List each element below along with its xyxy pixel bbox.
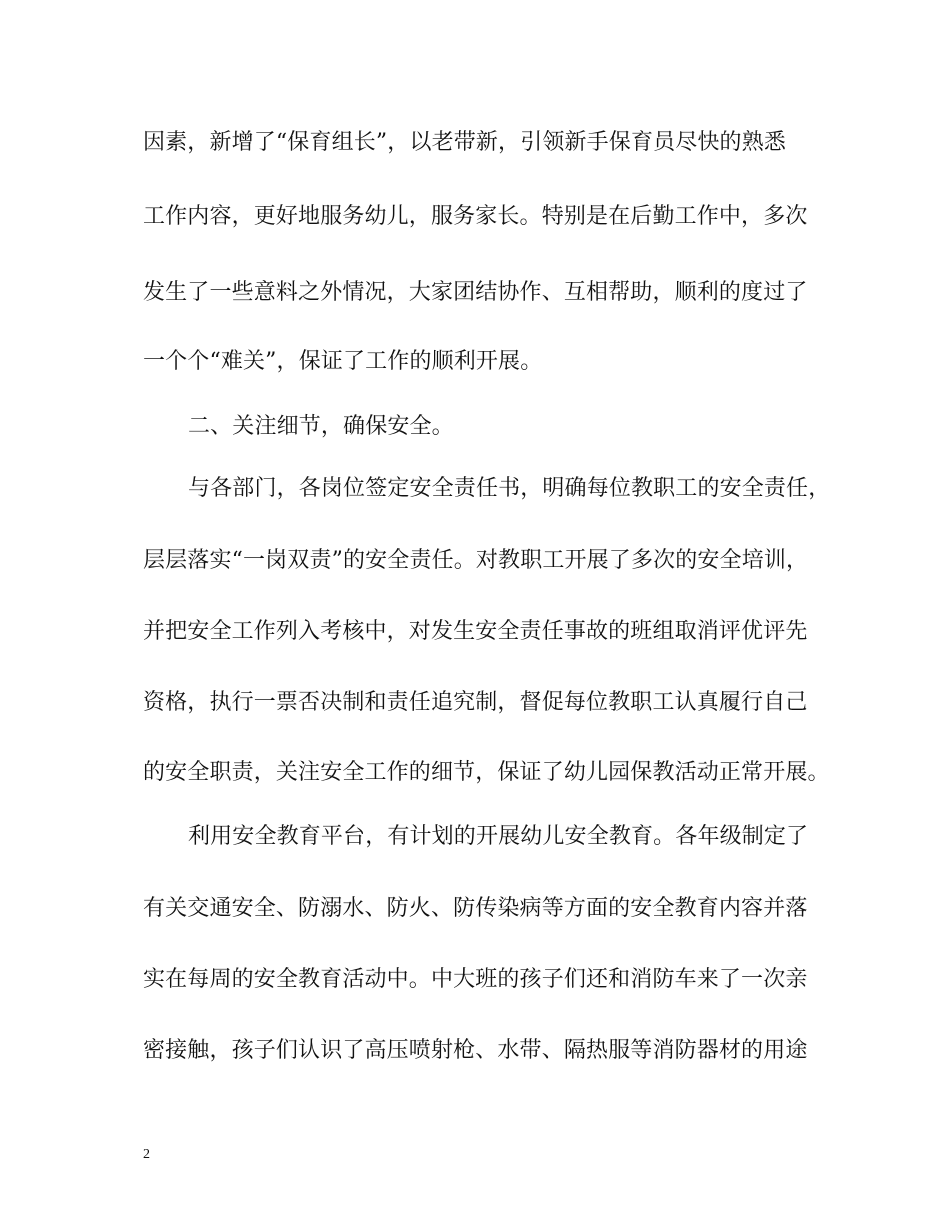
paragraph-line: 工作内容，更好地服务幼儿，服务家长。特别是在后勤工作中，多次 bbox=[143, 204, 808, 229]
paragraph-line: 有关交通安全、防溺水、防火、防传染病等方面的安全教育内容并落 bbox=[143, 896, 808, 921]
paragraph-line: 并把安全工作列入考核中，对发生安全责任事故的班组取消评优评先 bbox=[143, 619, 808, 644]
paragraph-line: 资格，执行一票否决制和责任追究制，督促每位教职工认真履行自己 bbox=[143, 690, 808, 715]
paragraph-line: 与各部门，各岗位签定安全责任书，明确每位教职工的安全责任， bbox=[188, 476, 831, 501]
paragraph-line: 密接触，孩子们认识了高压喷射枪、水带、隔热服等消防器材的用途 bbox=[143, 1038, 808, 1063]
paragraph-line: 发生了一些意料之外情况，大家团结协作、互相帮助，顺利的度过了 bbox=[143, 280, 808, 305]
paragraph-line: 的安全职责，关注安全工作的细节，保证了幼儿园保教活动正常开展。 bbox=[143, 760, 830, 785]
section-heading: 二、关注细节，确保安全。 bbox=[188, 414, 454, 439]
paragraph-line: 利用安全教育平台，有计划的开展幼儿安全教育。各年级制定了 bbox=[188, 824, 809, 849]
paragraph-line: 因素，新增了“保育组长”，以老带新，引领新手保育员尽快的熟悉 bbox=[143, 130, 786, 155]
paragraph-line: 实在每周的安全教育活动中。中大班的孩子们还和消防车来了一次亲 bbox=[143, 967, 808, 992]
paragraph-line: 层层落实“一岗双责”的安全责任。对教职工开展了多次的安全培训， bbox=[143, 548, 809, 573]
paragraph-line: 一个个“难关”，保证了工作的顺利开展。 bbox=[143, 349, 543, 374]
page-number: 2 bbox=[143, 1147, 150, 1162]
